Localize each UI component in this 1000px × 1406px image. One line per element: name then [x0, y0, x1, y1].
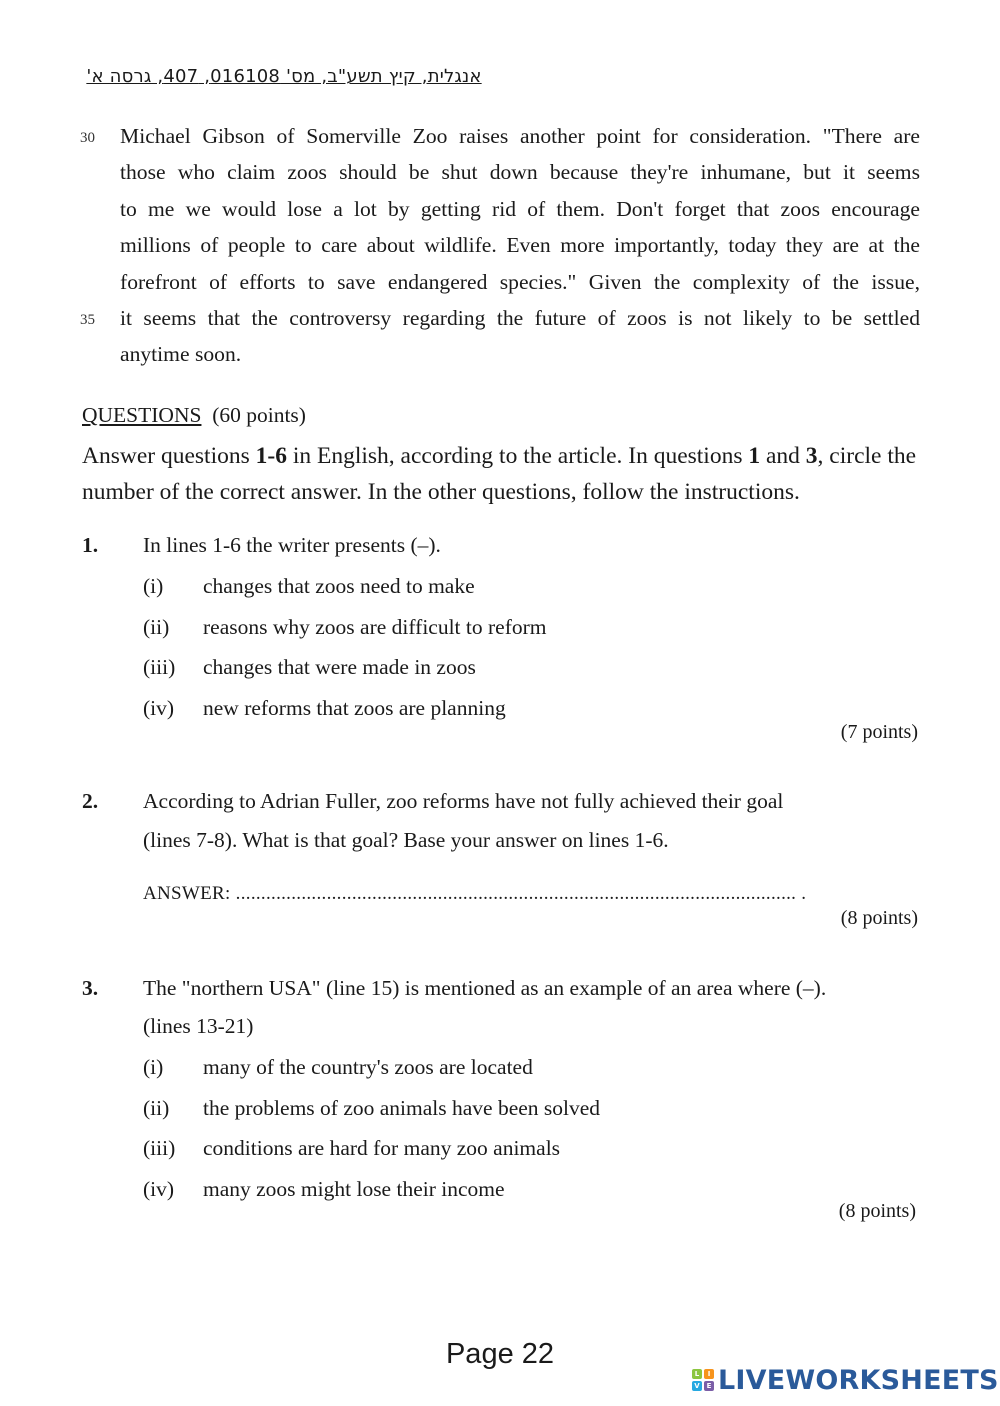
exam-header: אנגלית, קיץ תשע"ב, מס' 016108, 407, גרסה א': [86, 66, 482, 87]
q3-points: (8 points): [838, 1200, 916, 1222]
q3-option-number[interactable]: (iv): [143, 1177, 175, 1201]
q2-answer-field[interactable]: [143, 883, 918, 905]
passage-line: [80, 118, 920, 154]
page-number: Page 22: [445, 1338, 555, 1370]
q1-points: (7 points): [840, 721, 918, 743]
line-number: 35: [80, 311, 95, 328]
q1-option-number[interactable]: (i): [143, 574, 164, 598]
instr-text: in English, according to the article. In questions: [286, 443, 749, 469]
q2-number: 2.: [82, 789, 99, 813]
q3-option-number[interactable]: (i): [143, 1055, 164, 1079]
passage-line: [80, 154, 920, 190]
q1-option-text: reasons why zoos are difficult to reform: [203, 615, 547, 639]
logo-tile: L: [692, 1369, 702, 1379]
q3-option-text: many zoos might lose their income: [203, 1177, 505, 1201]
q3-text-line1: The "northern USA" (line 15) is mentioned as an example of an area where (–).: [143, 976, 827, 1000]
passage-line: [80, 264, 920, 300]
answer-label: ANSWER:: [143, 883, 231, 904]
q3-option-number[interactable]: (ii): [143, 1096, 170, 1120]
q1-option-text: changes that were made in zoos: [203, 655, 476, 679]
questions-points: (60 points): [212, 403, 306, 427]
q1-text: In lines 1-6 the writer presents (–).: [143, 533, 441, 557]
passage-text: Michael Gibson of Somerville Zoo raises another point for consideration. "There are: [120, 124, 920, 148]
passage-text: anytime soon.: [120, 342, 242, 367]
passage-line: [80, 191, 920, 227]
line-number: 30: [80, 130, 95, 146]
q3-option-text: conditions are hard for many zoo animals: [203, 1136, 561, 1160]
q3-option-text: the problems of zoo animals have been solved: [203, 1096, 601, 1120]
q1-option-text: changes that zoos need to make: [203, 574, 475, 598]
q1-option-number[interactable]: (iii): [143, 655, 176, 679]
instr-text: and: [760, 443, 806, 469]
passage-text: it seems that the controversy regarding the future of zoos is not likely to be settled: [120, 305, 920, 330]
passage-text: millions of people to care about wildlife. Even more importantly, today they are at the: [120, 233, 920, 258]
passage-line: [80, 336, 920, 372]
passage-text: forefront of efforts to save endangered species." Given the complexity of the issue,: [120, 269, 920, 294]
q1-option-number[interactable]: (ii): [143, 615, 170, 639]
instr-text: Answer questions: [82, 443, 256, 469]
questions-title: QUESTIONS: [82, 403, 202, 427]
instr-bold: 3: [805, 443, 818, 469]
q3-text-line2: (lines 13-21): [143, 1014, 254, 1038]
passage: [80, 118, 920, 373]
instructions: [82, 438, 922, 510]
logo-tile: I: [704, 1369, 714, 1379]
answer-dots[interactable]: ............................................................................................................... .: [235, 883, 807, 904]
questions-heading: [82, 403, 306, 428]
liveworksheets-logo: [692, 1364, 999, 1396]
passage-line: [80, 300, 920, 336]
passage-text: those who claim zoos should be shut down because they're inhumane, but it seems: [120, 160, 920, 185]
q1-option-text: new reforms that zoos are planning: [203, 696, 506, 720]
logo-icon: [692, 1369, 714, 1391]
q3-number: 3.: [82, 976, 99, 1000]
instr-text: , circle the number of the correct answer. In the other questions, follow the instructions.: [82, 443, 917, 505]
passage-text: to me we would lose a lot by getting rid of them. Don't forget that zoos encourage: [120, 196, 920, 221]
q1-option-number[interactable]: (iv): [143, 696, 175, 720]
logo-wordmark: LIVEWORKSHEETS: [718, 1364, 999, 1396]
instr-bold: 1: [748, 443, 761, 469]
q3-option-text: many of the country's zoos are located: [203, 1055, 533, 1079]
q2-text-line1: According to Adrian Fuller, zoo reforms have not fully achieved their goal: [143, 789, 784, 813]
logo-tile: V: [692, 1381, 702, 1391]
q2-text-line2: (lines 7-8). What is that goal? Base your answer on lines 1-6.: [143, 828, 669, 852]
logo-tile: E: [704, 1381, 714, 1391]
q2-points: (8 points): [840, 907, 918, 929]
passage-line: [80, 227, 920, 263]
instr-bold: 1-6: [255, 443, 287, 469]
q3-option-number[interactable]: (iii): [143, 1136, 176, 1160]
q1-number: 1.: [82, 533, 99, 557]
